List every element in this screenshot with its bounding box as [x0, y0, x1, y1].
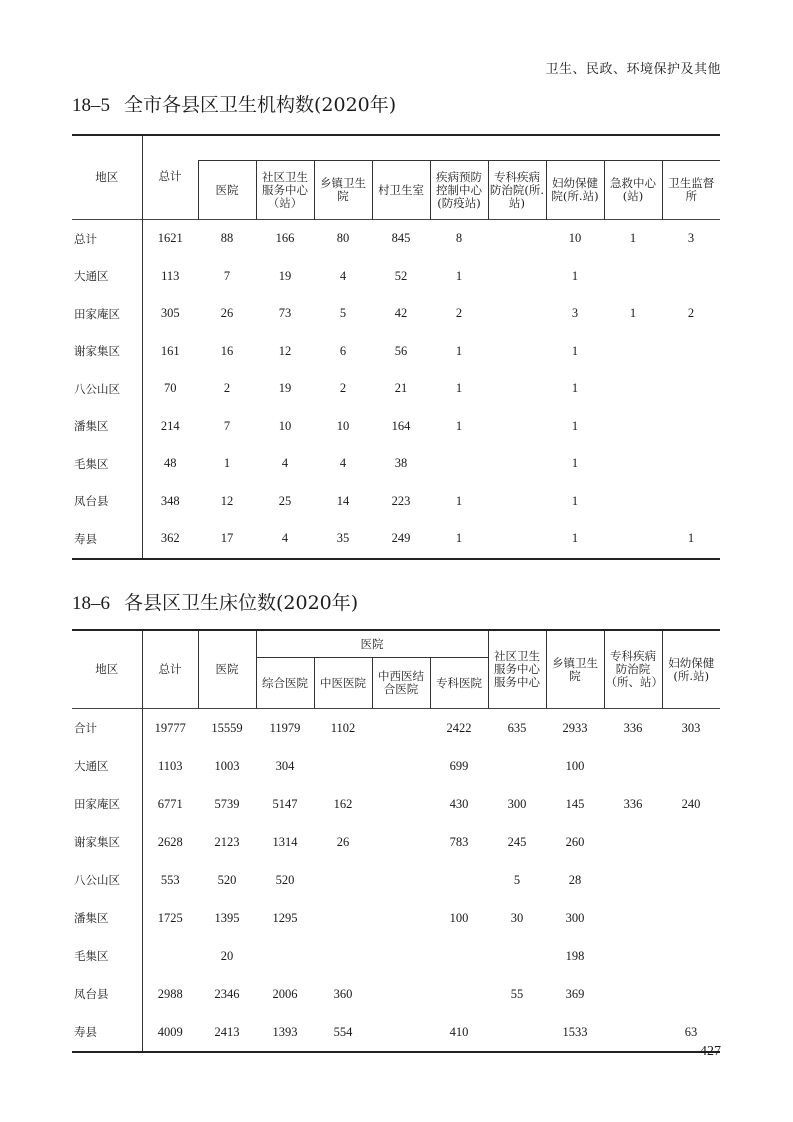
table-cell: 520 [275, 872, 295, 887]
col-header-0: 医院 [198, 161, 256, 220]
table-cell [604, 975, 662, 1013]
table-cell: 303 [681, 720, 701, 735]
table-cell: 4 [281, 456, 289, 471]
table-cell [372, 861, 430, 899]
table-cell: 300 [507, 796, 527, 811]
table-18-6 [72, 629, 720, 1053]
table-cell [488, 220, 546, 258]
table-cell: 42 [394, 306, 408, 321]
col-header-3: 村卫生室 [372, 161, 430, 220]
table-cell: 783 [449, 834, 469, 849]
header-spacer [198, 135, 720, 161]
running-head: 卫生、民政、环境保护及其他 [545, 62, 721, 77]
table-cell: 70 [164, 381, 177, 396]
table-cell: 11979 [269, 720, 301, 735]
table-18-5 [72, 134, 720, 560]
table-row [72, 937, 720, 975]
col-header-total: 总计 [142, 630, 198, 709]
table-cell: 2 [223, 381, 231, 396]
table-cell: 1 [571, 456, 579, 471]
table-cell: 26 [336, 834, 350, 849]
table-cell: 249 [391, 531, 411, 546]
table-cell [488, 333, 546, 371]
table-cell [372, 899, 430, 937]
table-cell: 3 [571, 306, 579, 321]
table-cell [314, 861, 372, 899]
table-cell: 1 [687, 531, 695, 546]
row-region: 寿县 [72, 520, 142, 559]
table-cell: 4 [339, 456, 347, 471]
table-cell: 1 [455, 531, 463, 546]
table-cell: 1 [629, 306, 637, 321]
table-cell: 360 [333, 986, 353, 1001]
col-header-community [488, 630, 546, 709]
row-region: 八公山区 [72, 370, 142, 408]
table-cell [604, 333, 662, 371]
table-cell: 10 [336, 418, 350, 433]
table-cell: 15559 [211, 720, 243, 735]
table-cell: 17 [220, 531, 234, 546]
table-cell: 100 [565, 758, 585, 773]
table-cell [430, 975, 488, 1013]
table-18-5-title [72, 90, 396, 117]
table-cell [488, 408, 546, 446]
table-cell: 1 [571, 531, 579, 546]
table-cell: 1533 [562, 1024, 588, 1039]
table-row [72, 483, 720, 521]
table-cell [430, 445, 488, 483]
table-row [72, 861, 720, 899]
table-cell: 6771 [157, 796, 183, 811]
table-title-text: 全市各县区卫生机构数(2020年) [124, 94, 397, 116]
table-cell: 1395 [214, 910, 240, 925]
table-cell: 348 [160, 493, 180, 508]
table-cell: 1 [455, 343, 463, 358]
col-header-region: 地区 [72, 630, 142, 709]
table-cell: 2 [687, 306, 695, 321]
table-cell [488, 747, 546, 785]
table-cell: 1725 [157, 910, 183, 925]
row-region: 大通区 [72, 747, 142, 785]
table-cell: 28 [568, 872, 582, 887]
table-cell: 48 [164, 456, 177, 471]
row-region: 凤台县 [72, 483, 142, 521]
table-cell: 699 [449, 758, 469, 773]
table-cell: 336 [623, 720, 643, 735]
table-cell [604, 861, 662, 899]
table-cell [604, 483, 662, 521]
table-cell: 1 [455, 381, 463, 396]
table-cell: 113 [161, 268, 180, 283]
table-cell [488, 258, 546, 296]
table-cell: 2006 [272, 986, 298, 1001]
table-cell: 2123 [214, 834, 240, 849]
table-cell [488, 520, 546, 559]
table-row [72, 785, 720, 823]
table-cell: 3 [687, 231, 695, 246]
table-cell [372, 975, 430, 1013]
table-cell: 214 [160, 418, 180, 433]
col-header-integrated-hospital: 中西医结合医院 [372, 658, 430, 709]
table-cell [142, 937, 198, 975]
table-cell: 2413 [214, 1024, 240, 1039]
table-cell [372, 785, 430, 823]
table-cell [662, 861, 720, 899]
table-cell: 520 [217, 872, 237, 887]
table-cell [662, 408, 720, 446]
table-cell [604, 520, 662, 559]
table-cell: 1 [571, 343, 579, 358]
row-region: 谢家集区 [72, 333, 142, 371]
table-cell [488, 1013, 546, 1052]
table-cell: 553 [160, 872, 180, 887]
col-header-general-hospital: 综合医院 [256, 658, 314, 709]
table-cell [604, 258, 662, 296]
table-cell: 2346 [214, 986, 240, 1001]
table-cell: 362 [160, 531, 180, 546]
table-cell [488, 370, 546, 408]
table-cell: 161 [160, 343, 180, 358]
col-header-7: 急救中心(站) [604, 161, 662, 220]
table-cell [662, 258, 720, 296]
table-row [72, 295, 720, 333]
table-cell: 1 [455, 268, 463, 283]
table-cell: 4 [339, 268, 347, 283]
table-cell [604, 408, 662, 446]
table-title-text: 各县区卫生床位数(2020年) [124, 592, 359, 614]
table-cell: 2422 [446, 720, 472, 735]
col-header-8: 卫生监督所 [662, 161, 720, 220]
table-cell: 2 [455, 306, 463, 321]
table-row [72, 370, 720, 408]
table-cell: 19 [278, 268, 292, 283]
row-region: 凤台县 [72, 975, 142, 1013]
col-header-community-text: 社区卫生服务中心服务中心 [494, 649, 540, 689]
table-cell: 55 [510, 986, 524, 1001]
table-cell [430, 861, 488, 899]
table-cell [372, 937, 430, 975]
table-cell: 410 [449, 1024, 469, 1039]
table-cell [372, 1013, 430, 1052]
table-cell: 80 [336, 231, 350, 246]
table-cell: 260 [565, 834, 585, 849]
table-cell: 300 [565, 910, 585, 925]
table-cell: 1 [455, 418, 463, 433]
table-cell: 223 [391, 493, 411, 508]
table-cell: 56 [394, 343, 408, 358]
table-row [72, 709, 720, 748]
table-cell: 5 [513, 872, 521, 887]
row-region: 总计 [72, 220, 142, 258]
table-cell [314, 747, 372, 785]
table-cell: 1 [629, 231, 637, 246]
table-cell: 35 [336, 531, 350, 546]
col-header-specialty-hospital: 专科医院 [430, 658, 488, 709]
table-cell: 166 [275, 231, 295, 246]
table-cell: 5739 [214, 796, 240, 811]
table-cell [372, 747, 430, 785]
col-header-township: 乡镇卫生院 [546, 630, 604, 709]
table-cell: 4 [281, 531, 289, 546]
table-cell: 240 [681, 796, 701, 811]
table-cell [662, 333, 720, 371]
table-cell: 164 [391, 418, 411, 433]
table-cell: 4009 [157, 1024, 183, 1039]
table-cell: 63 [684, 1024, 698, 1039]
table-cell: 16 [220, 343, 234, 358]
row-region: 潘集区 [72, 408, 142, 446]
table-row [72, 520, 720, 559]
table-number: 18–6 [72, 593, 110, 614]
table-cell [488, 445, 546, 483]
table-cell: 12 [278, 343, 292, 358]
table-cell: 845 [391, 231, 411, 246]
table-cell [372, 823, 430, 861]
table-cell [662, 937, 720, 975]
table-cell: 8 [455, 231, 463, 246]
table-cell: 26 [220, 306, 234, 321]
table-cell: 369 [565, 986, 585, 1001]
table-cell [662, 823, 720, 861]
table-cell: 38 [394, 456, 408, 471]
table-cell [662, 747, 720, 785]
col-header-4: 疾病预防控制中心(防疫站) [430, 161, 488, 220]
col-header-1: 社区卫生服务中心（站） [256, 161, 314, 220]
table-row [72, 258, 720, 296]
col-header-tcm-hospital: 中医医院 [314, 658, 372, 709]
col-header-specialist: 专科疾病防治院（所、站） [604, 630, 662, 709]
row-region: 田家庵区 [72, 785, 142, 823]
table-cell: 1102 [330, 720, 356, 735]
table-cell: 5147 [272, 796, 298, 811]
table-row [72, 408, 720, 446]
row-region: 毛集区 [72, 445, 142, 483]
table-cell: 7 [223, 418, 231, 433]
table-cell: 12 [220, 493, 234, 508]
table-cell [662, 370, 720, 408]
table-cell: 73 [278, 306, 292, 321]
table-cell: 2988 [157, 986, 183, 1001]
table-cell [488, 483, 546, 521]
row-region: 寿县 [72, 1013, 142, 1052]
table-18-6-title [72, 588, 358, 615]
table-cell: 10 [568, 231, 582, 246]
table-cell [372, 709, 430, 748]
table-row [72, 899, 720, 937]
table-cell: 6 [339, 343, 347, 358]
table-cell: 1314 [272, 834, 298, 849]
table-cell [604, 370, 662, 408]
table-cell [256, 937, 314, 975]
table-row [72, 445, 720, 483]
table-cell: 1103 [157, 758, 183, 773]
table-cell: 304 [275, 758, 295, 773]
table-cell: 2 [339, 381, 347, 396]
table-cell: 336 [623, 796, 643, 811]
table-cell: 430 [449, 796, 469, 811]
table-row [72, 823, 720, 861]
table-cell: 305 [160, 306, 180, 321]
row-region: 田家庵区 [72, 295, 142, 333]
table-cell [488, 937, 546, 975]
col-header-2: 乡镇卫生院 [314, 161, 372, 220]
table-cell: 198 [565, 948, 585, 963]
table-cell: 1 [571, 418, 579, 433]
col-header-maternal: 妇幼保健(所.站) [662, 630, 720, 709]
table-cell: 1 [571, 381, 579, 396]
table-row [72, 975, 720, 1013]
table-cell [430, 937, 488, 975]
table-cell: 635 [507, 720, 527, 735]
table-cell: 100 [449, 910, 469, 925]
table-cell [604, 899, 662, 937]
table-cell: 7 [223, 268, 231, 283]
table-cell: 5 [339, 306, 347, 321]
table-cell: 20 [220, 948, 234, 963]
col-header-region: 地区 [72, 135, 142, 220]
table-cell: 88 [220, 231, 234, 246]
table-cell: 10 [278, 418, 292, 433]
table-cell [662, 445, 720, 483]
table-cell [662, 899, 720, 937]
row-region: 大通区 [72, 258, 142, 296]
table-cell [662, 975, 720, 1013]
table-cell: 2628 [157, 834, 183, 849]
col-header-5: 专科疾病防治院(所.站) [488, 161, 546, 220]
table-cell: 1393 [272, 1024, 298, 1039]
table-cell [604, 823, 662, 861]
table-cell: 162 [333, 796, 353, 811]
row-region: 合计 [72, 709, 142, 748]
table-cell: 1295 [272, 910, 298, 925]
table-cell: 145 [565, 796, 585, 811]
row-region: 八公山区 [72, 861, 142, 899]
table-cell: 1 [571, 268, 579, 283]
table-cell [604, 937, 662, 975]
table-cell: 30 [510, 910, 524, 925]
table-cell: 21 [394, 381, 408, 396]
table-cell: 554 [333, 1024, 353, 1039]
table-cell: 1003 [214, 758, 240, 773]
row-region: 潘集区 [72, 899, 142, 937]
table-cell [314, 899, 372, 937]
col-header-total: 总计 [142, 135, 198, 220]
table-cell: 25 [278, 493, 292, 508]
row-region: 毛集区 [72, 937, 142, 975]
col-header-6: 妇幼保健院(所.站) [546, 161, 604, 220]
table-cell: 14 [336, 493, 350, 508]
row-region: 谢家集区 [72, 823, 142, 861]
table-cell [604, 1013, 662, 1052]
table-cell: 1 [455, 493, 463, 508]
table-cell: 19 [278, 381, 292, 396]
table-number: 18–5 [72, 95, 110, 116]
page-number: 427 [700, 1044, 721, 1059]
table-cell [314, 937, 372, 975]
table-row [72, 333, 720, 371]
table-row [72, 220, 720, 258]
col-group-hospital: 医院 [256, 630, 488, 658]
table-cell: 1 [571, 493, 579, 508]
table-row [72, 1013, 720, 1052]
table-cell: 19777 [154, 720, 186, 735]
table-cell: 245 [507, 834, 527, 849]
table-row [72, 747, 720, 785]
table-cell: 2933 [562, 720, 588, 735]
table-cell: 1 [223, 456, 231, 471]
table-cell [662, 483, 720, 521]
table-cell [604, 747, 662, 785]
col-header-hospital: 医院 [198, 630, 256, 709]
table-cell: 1621 [157, 231, 183, 246]
table-cell [604, 445, 662, 483]
table-cell: 52 [394, 268, 408, 283]
table-cell [488, 295, 546, 333]
